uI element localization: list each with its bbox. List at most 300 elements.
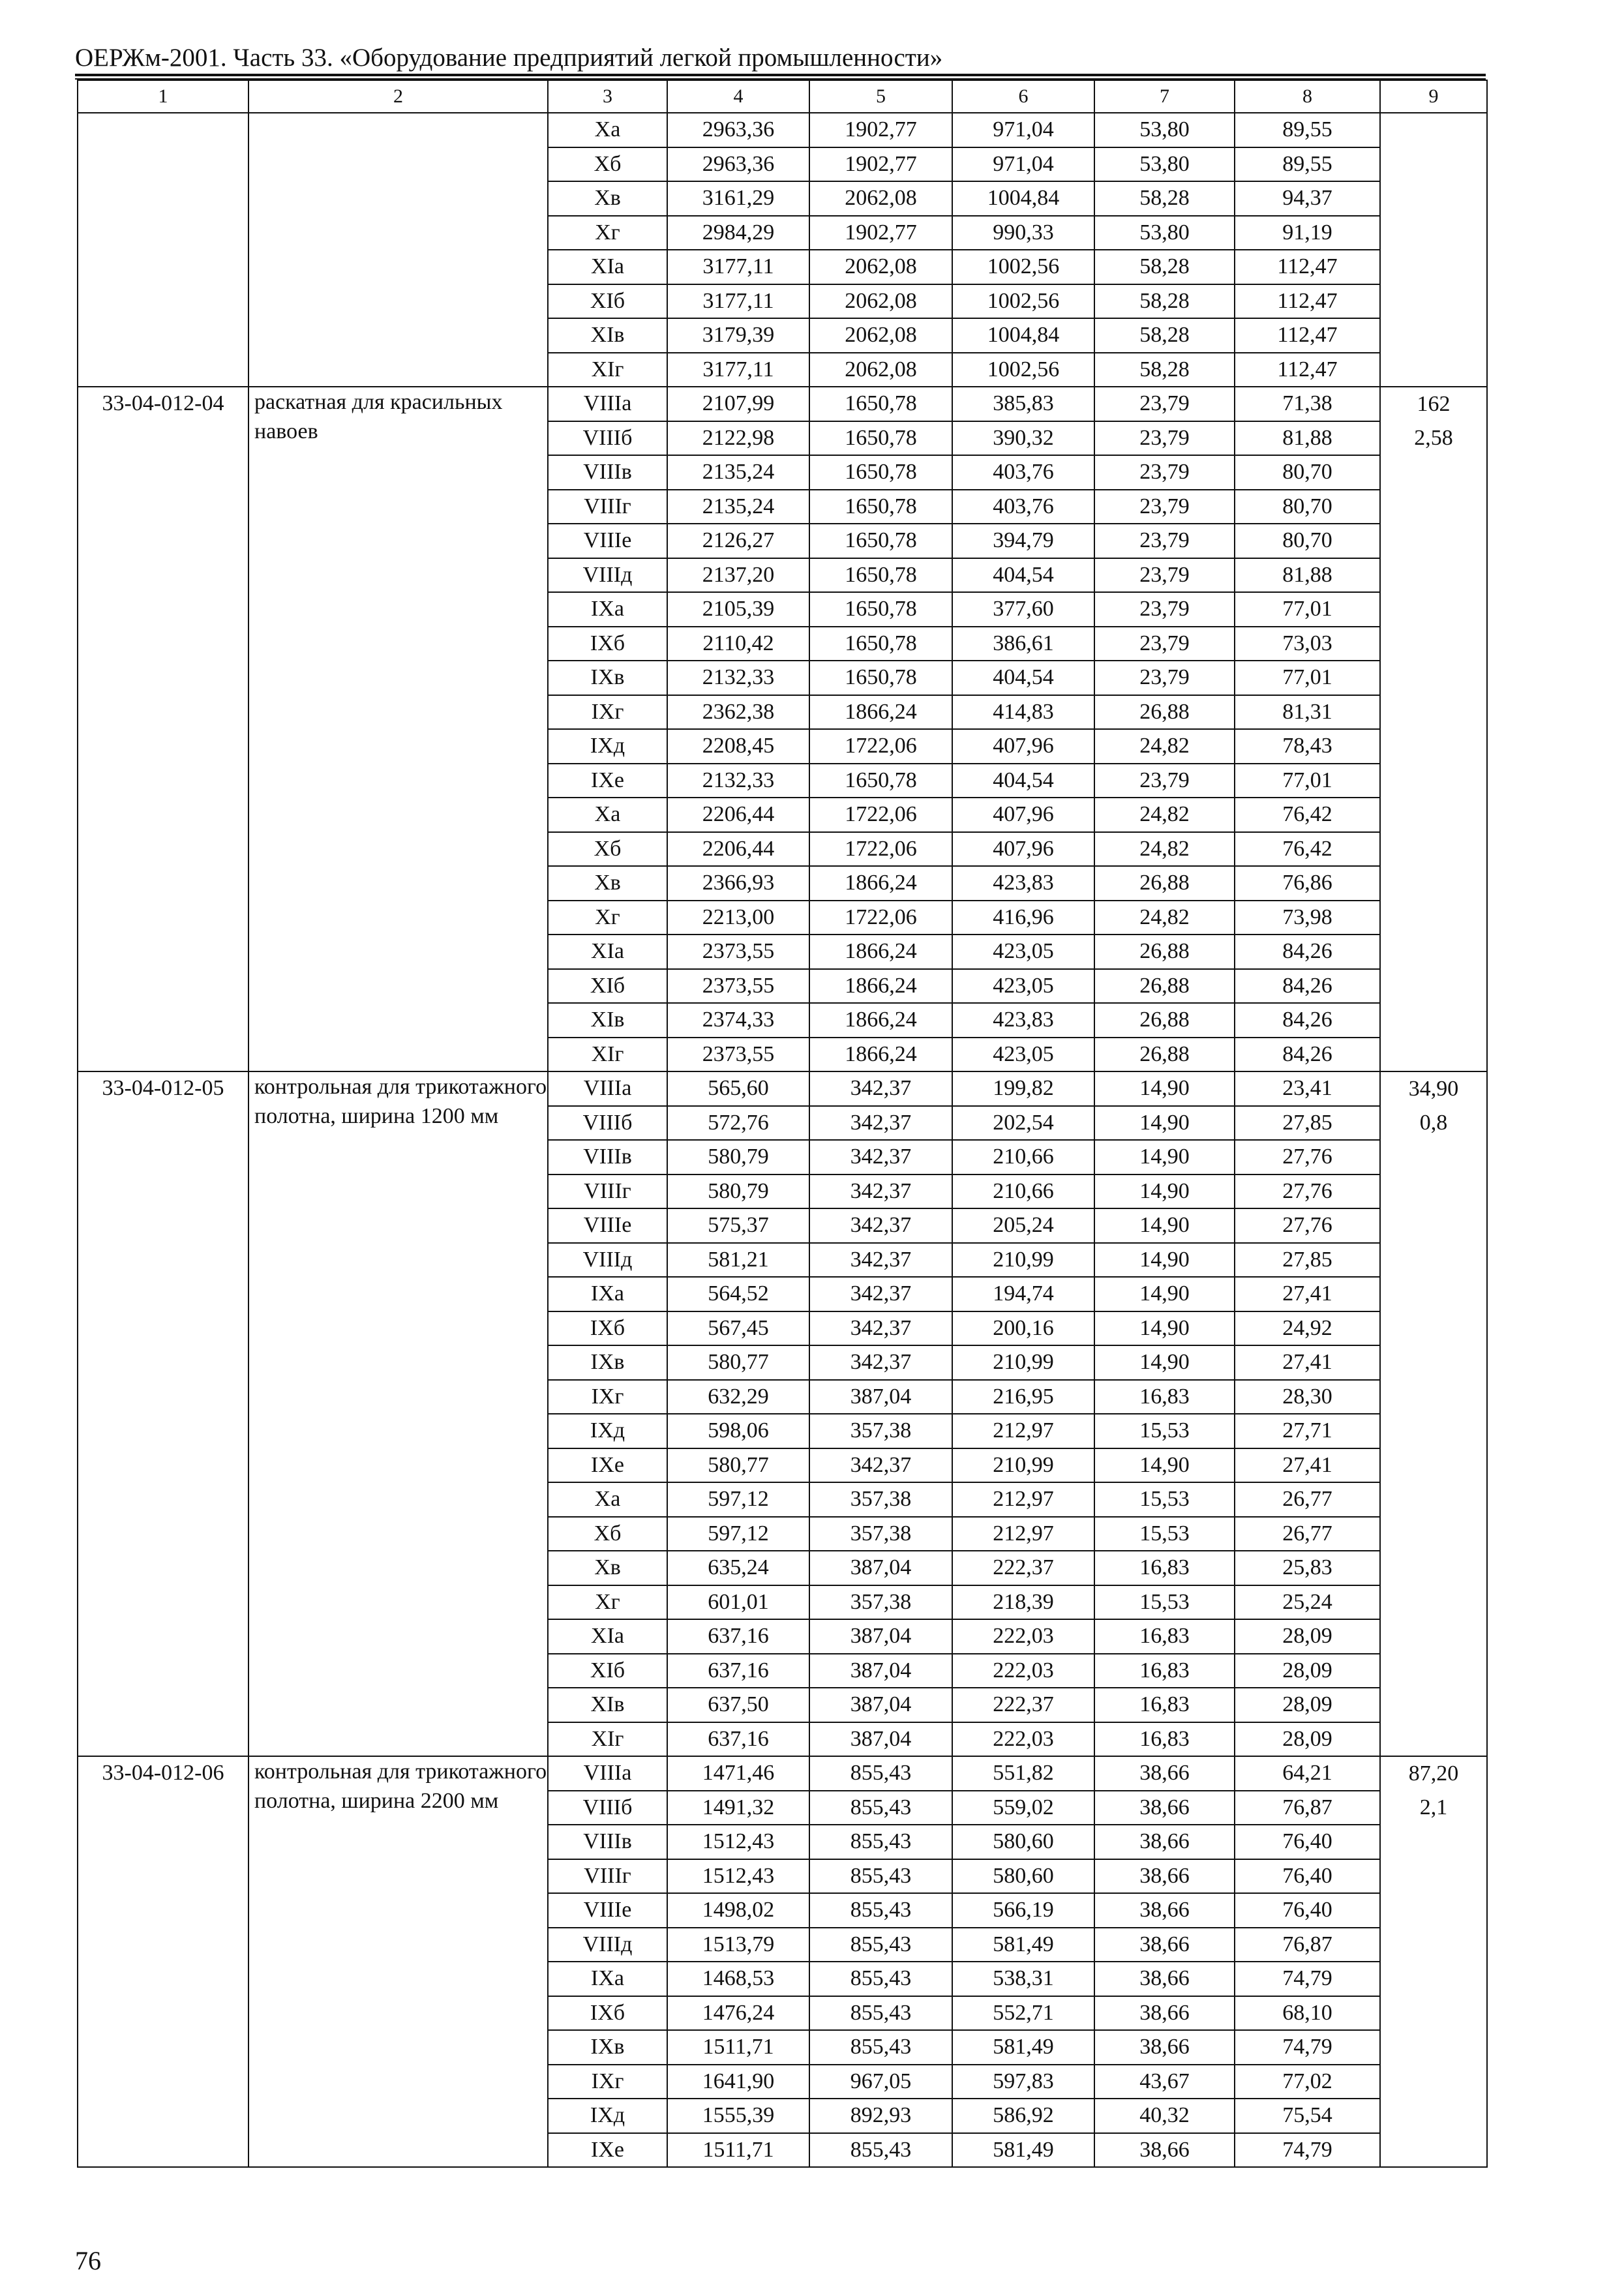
cell-machine-cost: 581,49 — [952, 2133, 1094, 2168]
cell-machine-cost: 386,61 — [952, 627, 1094, 661]
cell-category: Хв — [548, 1551, 667, 1585]
cell-category: IХв — [548, 661, 667, 695]
cell-machinist-wages: 16,83 — [1094, 1619, 1235, 1654]
cell-machine-cost: 538,31 — [952, 1962, 1094, 1996]
column-number: 8 — [1235, 80, 1380, 113]
cell-machinist-wages: 16,83 — [1094, 1722, 1235, 1757]
cell-materials: 76,42 — [1235, 798, 1380, 832]
cell-category: VIIIг — [548, 490, 667, 524]
cell-wages: 855,43 — [809, 1893, 952, 1928]
cell-materials: 28,09 — [1235, 1619, 1380, 1654]
cell-wages: 855,43 — [809, 1962, 952, 1996]
cell-total-cost: 2362,38 — [667, 695, 809, 730]
cell-total-cost: 564,52 — [667, 1277, 809, 1311]
cell-total-cost: 581,21 — [667, 1243, 809, 1278]
cell-machine-cost: 423,05 — [952, 969, 1094, 1004]
cell-machinist-wages: 14,90 — [1094, 1071, 1235, 1106]
cell-wages: 1866,24 — [809, 866, 952, 901]
cell-machine-cost: 414,83 — [952, 695, 1094, 730]
cell-category: ХIа — [548, 1619, 667, 1654]
cell-machinist-wages: 23,79 — [1094, 490, 1235, 524]
table-row — [78, 387, 1487, 421]
cell-machinist-wages: 23,79 — [1094, 387, 1235, 421]
cell-machine-cost: 403,76 — [952, 455, 1094, 490]
cell-machinist-wages: 26,88 — [1094, 866, 1235, 901]
cell-category: IХе — [548, 764, 667, 798]
cell-category: VIIIв — [548, 1825, 667, 1859]
cell-wages: 1650,78 — [809, 524, 952, 558]
cell-materials: 74,79 — [1235, 2133, 1380, 2168]
cell-machine-cost: 385,83 — [952, 387, 1094, 421]
cell-machinist-wages: 16,83 — [1094, 1688, 1235, 1722]
cell-machine-cost: 212,97 — [952, 1414, 1094, 1448]
cell-total-cost: 1513,79 — [667, 1928, 809, 1962]
cell-machine-cost: 210,99 — [952, 1345, 1094, 1380]
column-number: 7 — [1094, 80, 1235, 113]
cell-machinist-wages: 14,90 — [1094, 1140, 1235, 1174]
cell-materials: 94,37 — [1235, 181, 1380, 216]
cell-category: Ха — [548, 113, 667, 147]
resource-value: 0,8 — [1419, 1111, 1448, 1135]
cell-machinist-wages: 24,82 — [1094, 798, 1235, 832]
cell-machine-cost: 1004,84 — [952, 318, 1094, 353]
cell-materials: 81,31 — [1235, 695, 1380, 730]
cell-machinist-wages: 14,90 — [1094, 1345, 1235, 1380]
cell-wages: 342,37 — [809, 1174, 952, 1209]
cell-total-cost: 580,77 — [667, 1448, 809, 1483]
cell-machine-cost: 586,92 — [952, 2099, 1094, 2133]
cell-category: IХе — [548, 1448, 667, 1483]
cell-wages: 342,37 — [809, 1208, 952, 1243]
cell-wages: 2062,08 — [809, 318, 952, 353]
cell-total-cost: 2963,36 — [667, 113, 809, 147]
cell-wages: 2062,08 — [809, 250, 952, 284]
cell-total-cost: 2963,36 — [667, 147, 809, 182]
cell-wages: 855,43 — [809, 1928, 952, 1962]
cell-materials: 84,26 — [1235, 1038, 1380, 1072]
cell-wages: 1722,06 — [809, 729, 952, 764]
cell-category: ХIг — [548, 1722, 667, 1757]
cell-machine-cost: 194,74 — [952, 1277, 1094, 1311]
cell-machine-cost: 403,76 — [952, 490, 1094, 524]
cell-total-cost: 1476,24 — [667, 1996, 809, 2031]
cell-materials: 76,42 — [1235, 832, 1380, 867]
cell-category: VIIIд — [548, 558, 667, 593]
cell-materials: 75,54 — [1235, 2099, 1380, 2133]
cell-materials: 84,26 — [1235, 1003, 1380, 1038]
cell-materials: 26,77 — [1235, 1482, 1380, 1517]
cell-machinist-wages: 53,80 — [1094, 216, 1235, 250]
cell-category: ХIа — [548, 250, 667, 284]
cell-wages: 1650,78 — [809, 558, 952, 593]
cell-wages: 1722,06 — [809, 901, 952, 935]
cell-materials: 112,47 — [1235, 250, 1380, 284]
cell-machinist-wages: 24,82 — [1094, 832, 1235, 867]
cell-machine-cost: 404,54 — [952, 764, 1094, 798]
column-number-row — [78, 80, 1487, 113]
cell-resource-norms — [1380, 1756, 1487, 2167]
cell-machinist-wages: 15,53 — [1094, 1517, 1235, 1551]
cell-total-cost: 2366,93 — [667, 866, 809, 901]
cell-category: Хг — [548, 1585, 667, 1620]
cell-total-cost: 580,77 — [667, 1345, 809, 1380]
cell-total-cost: 3161,29 — [667, 181, 809, 216]
cell-total-cost: 1512,43 — [667, 1825, 809, 1859]
column-number: 2 — [248, 80, 548, 113]
cell-category: VIIIд — [548, 1928, 667, 1962]
cell-machinist-wages: 38,66 — [1094, 2030, 1235, 2065]
cell-total-cost: 2373,55 — [667, 969, 809, 1004]
cell-total-cost: 1512,43 — [667, 1859, 809, 1894]
cell-total-cost: 1641,90 — [667, 2065, 809, 2099]
cell-category: IХа — [548, 592, 667, 627]
cell-machinist-wages: 23,79 — [1094, 421, 1235, 456]
cell-total-cost: 637,16 — [667, 1722, 809, 1757]
cell-machine-cost: 377,60 — [952, 592, 1094, 627]
cell-category: VIIIе — [548, 1893, 667, 1928]
column-number: 3 — [548, 80, 667, 113]
cell-total-cost: 3177,11 — [667, 284, 809, 319]
page-header-title: ОЕРЖм-2001. Часть 33. «Оборудование предприятий легкой промышленности» — [75, 44, 943, 72]
cell-total-cost: 632,29 — [667, 1380, 809, 1414]
cell-materials: 27,71 — [1235, 1414, 1380, 1448]
cell-category: VIIIе — [548, 1208, 667, 1243]
cell-category: IХв — [548, 2030, 667, 2065]
cell-total-cost: 1511,71 — [667, 2133, 809, 2168]
cell-machine-cost: 423,83 — [952, 866, 1094, 901]
cell-machine-cost: 202,54 — [952, 1106, 1094, 1141]
cell-materials: 112,47 — [1235, 353, 1380, 387]
column-number: 1 — [78, 80, 248, 113]
cell-machinist-wages: 23,79 — [1094, 455, 1235, 490]
cell-machinist-wages: 23,79 — [1094, 627, 1235, 661]
cell-category: VIIIб — [548, 1106, 667, 1141]
cell-machinist-wages: 38,66 — [1094, 1859, 1235, 1894]
cell-total-cost: 635,24 — [667, 1551, 809, 1585]
page-number: 76 — [75, 2246, 101, 2275]
cell-code: 33-04-012-05 — [78, 1071, 248, 1756]
cell-machine-cost: 222,03 — [952, 1619, 1094, 1654]
cell-materials: 76,40 — [1235, 1893, 1380, 1928]
cell-machinist-wages: 15,53 — [1094, 1482, 1235, 1517]
cell-wages: 1866,24 — [809, 969, 952, 1004]
cell-category: VIIIе — [548, 524, 667, 558]
cell-category: Хг — [548, 901, 667, 935]
cell-category: IХб — [548, 1996, 667, 2031]
cell-total-cost: 2105,39 — [667, 592, 809, 627]
cell-category: ХIб — [548, 1654, 667, 1688]
cell-materials: 27,41 — [1235, 1448, 1380, 1483]
cell-category: Хг — [548, 216, 667, 250]
cell-materials: 89,55 — [1235, 147, 1380, 182]
cell-machine-cost: 1004,84 — [952, 181, 1094, 216]
cell-machinist-wages: 15,53 — [1094, 1414, 1235, 1448]
cell-machinist-wages: 26,88 — [1094, 695, 1235, 730]
cell-materials: 77,01 — [1235, 764, 1380, 798]
cell-total-cost: 2110,42 — [667, 627, 809, 661]
cell-machine-cost: 212,97 — [952, 1517, 1094, 1551]
cell-machine-cost: 222,37 — [952, 1551, 1094, 1585]
cell-wages: 342,37 — [809, 1071, 952, 1106]
cell-wages: 1866,24 — [809, 1003, 952, 1038]
cell-materials: 84,26 — [1235, 935, 1380, 969]
cell-total-cost: 2132,33 — [667, 764, 809, 798]
cell-category: VIIIг — [548, 1174, 667, 1209]
cell-machine-cost: 199,82 — [952, 1071, 1094, 1106]
cell-wages: 1902,77 — [809, 216, 952, 250]
cell-machinist-wages: 53,80 — [1094, 147, 1235, 182]
cell-machine-cost: 566,19 — [952, 1893, 1094, 1928]
cell-machine-cost: 404,54 — [952, 558, 1094, 593]
cell-machinist-wages: 38,66 — [1094, 1996, 1235, 2031]
cell-machine-cost: 1002,56 — [952, 284, 1094, 319]
cell-total-cost: 2206,44 — [667, 832, 809, 867]
cell-total-cost: 2135,24 — [667, 455, 809, 490]
cell-total-cost: 1498,02 — [667, 1893, 809, 1928]
cell-machinist-wages: 38,66 — [1094, 1962, 1235, 1996]
cell-category: Хб — [548, 832, 667, 867]
cell-resource-norms — [1380, 387, 1487, 1071]
cell-total-cost: 565,60 — [667, 1071, 809, 1106]
cell-machine-cost: 990,33 — [952, 216, 1094, 250]
cell-machinist-wages: 38,66 — [1094, 1791, 1235, 1825]
cell-machinist-wages: 26,88 — [1094, 935, 1235, 969]
cell-wages: 855,43 — [809, 2030, 952, 2065]
cell-materials: 80,70 — [1235, 455, 1380, 490]
cell-machinist-wages: 23,79 — [1094, 558, 1235, 593]
cell-category: ХIг — [548, 353, 667, 387]
cell-materials: 77,02 — [1235, 2065, 1380, 2099]
cell-machine-cost: 423,05 — [952, 935, 1094, 969]
cell-wages: 855,43 — [809, 2133, 952, 2168]
cell-machinist-wages: 26,88 — [1094, 1038, 1235, 1072]
cell-wages: 1650,78 — [809, 592, 952, 627]
cell-wages: 1866,24 — [809, 935, 952, 969]
cell-machine-cost: 394,79 — [952, 524, 1094, 558]
cell-wages: 342,37 — [809, 1448, 952, 1483]
cell-wages: 1650,78 — [809, 661, 952, 695]
cell-category: ХIб — [548, 969, 667, 1004]
table-row — [78, 1071, 1487, 1106]
cell-category: IХе — [548, 2133, 667, 2168]
cell-materials: 27,85 — [1235, 1106, 1380, 1141]
cell-wages: 387,04 — [809, 1654, 952, 1688]
cell-wages: 855,43 — [809, 1791, 952, 1825]
cell-materials: 80,70 — [1235, 524, 1380, 558]
cell-total-cost: 2135,24 — [667, 490, 809, 524]
cell-wages: 1650,78 — [809, 387, 952, 421]
cell-category: Хб — [548, 147, 667, 182]
cell-total-cost: 3179,39 — [667, 318, 809, 353]
cell-machinist-wages: 14,90 — [1094, 1448, 1235, 1483]
column-number: 6 — [952, 80, 1094, 113]
cell-category: VIIIб — [548, 1791, 667, 1825]
cell-wages: 1902,77 — [809, 113, 952, 147]
cell-materials: 112,47 — [1235, 318, 1380, 353]
column-number: 9 — [1380, 80, 1487, 113]
cell-machine-cost: 597,83 — [952, 2065, 1094, 2099]
cell-machinist-wages: 58,28 — [1094, 353, 1235, 387]
cell-machinist-wages: 23,79 — [1094, 524, 1235, 558]
cell-category: ХIа — [548, 935, 667, 969]
cell-machine-cost: 423,83 — [952, 1003, 1094, 1038]
cell-machine-cost: 404,54 — [952, 661, 1094, 695]
cell-materials: 89,55 — [1235, 113, 1380, 147]
cell-category: ХIб — [548, 284, 667, 319]
cell-name: раскатная для красильных навоев — [248, 387, 548, 1071]
cell-category: Хв — [548, 866, 667, 901]
cell-machine-cost: 559,02 — [952, 1791, 1094, 1825]
cell-machine-cost: 1002,56 — [952, 250, 1094, 284]
cell-category: IХа — [548, 1277, 667, 1311]
cell-wages: 357,38 — [809, 1482, 952, 1517]
cell-machine-cost: 407,96 — [952, 798, 1094, 832]
cell-materials: 76,40 — [1235, 1825, 1380, 1859]
cell-total-cost: 2373,55 — [667, 935, 809, 969]
cell-materials: 27,76 — [1235, 1140, 1380, 1174]
cell-machinist-wages: 14,90 — [1094, 1243, 1235, 1278]
cell-total-cost: 567,45 — [667, 1311, 809, 1346]
cell-total-cost: 637,16 — [667, 1654, 809, 1688]
cell-wages: 967,05 — [809, 2065, 952, 2099]
price-table — [77, 80, 1488, 2168]
cell-machine-cost: 210,66 — [952, 1140, 1094, 1174]
cell-category: IХд — [548, 2099, 667, 2133]
cell-total-cost: 572,76 — [667, 1106, 809, 1141]
cell-machine-cost: 222,03 — [952, 1654, 1094, 1688]
table-row — [78, 1756, 1487, 1791]
cell-category: IХб — [548, 627, 667, 661]
cell-category: IХв — [548, 1345, 667, 1380]
cell-name: контрольная для трикотажного полотна, ширина 2200 мм — [248, 1756, 548, 2167]
cell-machinist-wages: 16,83 — [1094, 1551, 1235, 1585]
cell-wages: 1722,06 — [809, 798, 952, 832]
cell-materials: 80,70 — [1235, 490, 1380, 524]
cell-materials: 23,41 — [1235, 1071, 1380, 1106]
cell-name — [248, 113, 548, 387]
cell-wages: 357,38 — [809, 1585, 952, 1620]
cell-materials: 28,09 — [1235, 1688, 1380, 1722]
cell-materials: 27,76 — [1235, 1208, 1380, 1243]
cell-code: 33-04-012-04 — [78, 387, 248, 1071]
cell-code — [78, 113, 248, 387]
cell-materials: 84,26 — [1235, 969, 1380, 1004]
cell-machine-cost: 580,60 — [952, 1859, 1094, 1894]
header-rule — [75, 74, 1486, 76]
cell-total-cost: 2206,44 — [667, 798, 809, 832]
cell-machine-cost: 407,96 — [952, 832, 1094, 867]
cell-machine-cost: 552,71 — [952, 1996, 1094, 2031]
cell-materials: 25,83 — [1235, 1551, 1380, 1585]
cell-materials: 28,30 — [1235, 1380, 1380, 1414]
cell-total-cost: 2132,33 — [667, 661, 809, 695]
cell-machine-cost: 210,99 — [952, 1243, 1094, 1278]
cell-materials: 81,88 — [1235, 558, 1380, 593]
cell-wages: 2062,08 — [809, 181, 952, 216]
cell-machinist-wages: 26,88 — [1094, 1003, 1235, 1038]
cell-wages: 1866,24 — [809, 695, 952, 730]
cell-wages: 892,93 — [809, 2099, 952, 2133]
cell-wages: 855,43 — [809, 1825, 952, 1859]
cell-total-cost: 1468,53 — [667, 1962, 809, 1996]
cell-category: Хв — [548, 181, 667, 216]
cell-materials: 74,79 — [1235, 2030, 1380, 2065]
cell-machinist-wages: 43,67 — [1094, 2065, 1235, 2099]
cell-machinist-wages: 53,80 — [1094, 113, 1235, 147]
cell-machinist-wages: 24,82 — [1094, 729, 1235, 764]
cell-category: VIIIв — [548, 1140, 667, 1174]
cell-resource-norms — [1380, 113, 1487, 387]
cell-wages: 855,43 — [809, 1996, 952, 2031]
cell-wages: 387,04 — [809, 1722, 952, 1757]
cell-total-cost: 2107,99 — [667, 387, 809, 421]
cell-machine-cost: 212,97 — [952, 1482, 1094, 1517]
cell-machine-cost: 200,16 — [952, 1311, 1094, 1346]
cell-materials: 68,10 — [1235, 1996, 1380, 2031]
cell-category: IХг — [548, 2065, 667, 2099]
cell-name: контрольная для трикотажного полотна, ширина 1200 мм — [248, 1071, 548, 1756]
cell-wages: 1650,78 — [809, 764, 952, 798]
cell-total-cost: 3177,11 — [667, 250, 809, 284]
cell-category: ХIв — [548, 318, 667, 353]
cell-total-cost: 3177,11 — [667, 353, 809, 387]
cell-materials: 73,03 — [1235, 627, 1380, 661]
cell-machine-cost: 971,04 — [952, 147, 1094, 182]
cell-machine-cost: 1002,56 — [952, 353, 1094, 387]
cell-machinist-wages: 38,66 — [1094, 1825, 1235, 1859]
cell-machine-cost: 390,32 — [952, 421, 1094, 456]
cell-wages: 1866,24 — [809, 1038, 952, 1072]
cell-wages: 855,43 — [809, 1756, 952, 1791]
cell-category: IХд — [548, 1414, 667, 1448]
cell-wages: 342,37 — [809, 1243, 952, 1278]
cell-wages: 342,37 — [809, 1311, 952, 1346]
cell-total-cost: 597,12 — [667, 1517, 809, 1551]
cell-machine-cost: 581,49 — [952, 1928, 1094, 1962]
cell-wages: 1650,78 — [809, 490, 952, 524]
cell-wages: 387,04 — [809, 1551, 952, 1585]
cell-total-cost: 1471,46 — [667, 1756, 809, 1791]
cell-wages: 1650,78 — [809, 455, 952, 490]
cell-machinist-wages: 16,83 — [1094, 1380, 1235, 1414]
cell-materials: 73,98 — [1235, 901, 1380, 935]
cell-machinist-wages: 16,83 — [1094, 1654, 1235, 1688]
cell-machinist-wages: 14,90 — [1094, 1208, 1235, 1243]
cell-materials: 76,40 — [1235, 1859, 1380, 1894]
cell-total-cost: 601,01 — [667, 1585, 809, 1620]
cell-category: VIIIа — [548, 387, 667, 421]
cell-wages: 342,37 — [809, 1106, 952, 1141]
resource-value: 87,20 — [1408, 1761, 1459, 1786]
cell-total-cost: 1555,39 — [667, 2099, 809, 2133]
cell-category: Ха — [548, 798, 667, 832]
cell-machine-cost: 580,60 — [952, 1825, 1094, 1859]
cell-total-cost: 2373,55 — [667, 1038, 809, 1072]
cell-wages: 2062,08 — [809, 353, 952, 387]
cell-machine-cost: 205,24 — [952, 1208, 1094, 1243]
cell-materials: 27,76 — [1235, 1174, 1380, 1209]
cell-materials: 71,38 — [1235, 387, 1380, 421]
cell-machinist-wages: 38,66 — [1094, 1756, 1235, 1791]
cell-materials: 74,79 — [1235, 1962, 1380, 1996]
cell-machine-cost: 971,04 — [952, 113, 1094, 147]
cell-category: VIIIг — [548, 1859, 667, 1894]
cell-wages: 342,37 — [809, 1345, 952, 1380]
cell-category: ХIв — [548, 1003, 667, 1038]
cell-total-cost: 2208,45 — [667, 729, 809, 764]
cell-category: IХб — [548, 1311, 667, 1346]
cell-category: ХIг — [548, 1038, 667, 1072]
